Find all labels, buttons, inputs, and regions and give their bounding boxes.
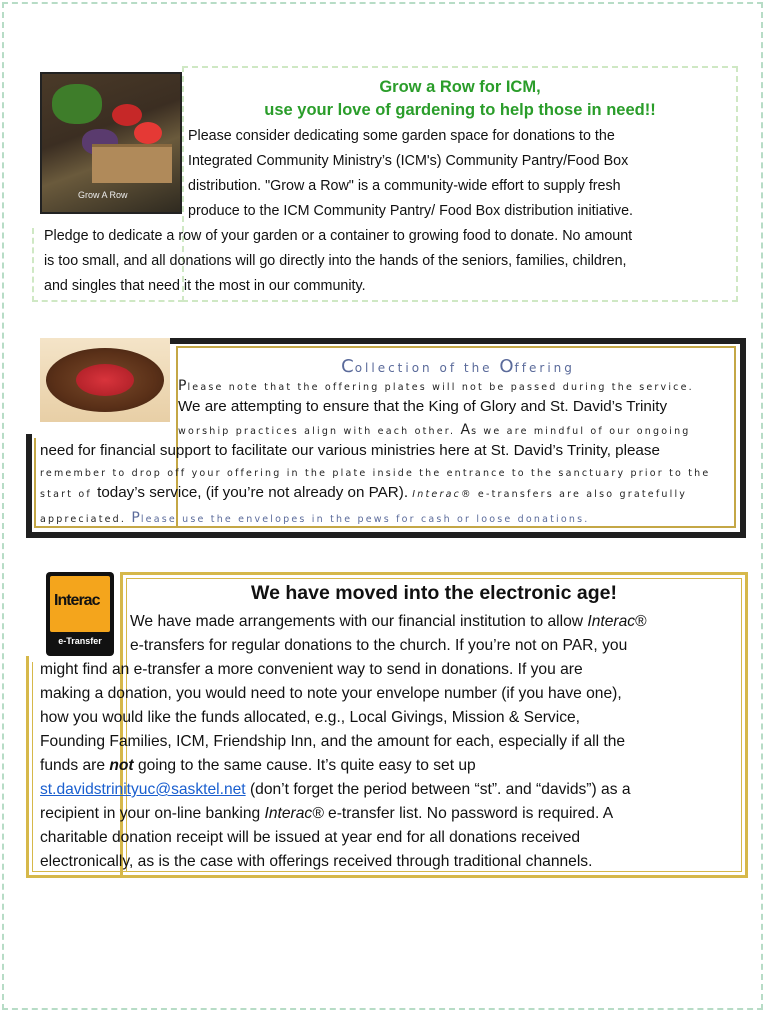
text: Interac® <box>264 805 324 822</box>
body-line: might find an e-transfer a more convenient way to send in donations. If you are <box>40 661 583 678</box>
text: lease note that the offering plates will not be passed during the service. <box>187 382 694 393</box>
etransfer-title: We have moved into the electronic age! <box>251 582 617 604</box>
grow-a-row-image <box>40 72 182 214</box>
interac-logo-word: Interac <box>54 592 100 609</box>
image-caption: Grow A Row <box>78 190 128 200</box>
body-line <box>40 510 590 526</box>
body-line <box>178 378 694 394</box>
body-line: remember to drop off your offering in the plate inside the entrance to the sanctuary prior to the <box>40 468 711 479</box>
title-cap: O <box>499 356 515 377</box>
text: lease use the envelopes in the pews for cash or loose donations. <box>140 514 590 525</box>
title-text: ollection of the <box>354 361 500 375</box>
body-line <box>40 802 613 826</box>
title-cap: C <box>341 356 355 377</box>
title-line: Grow a Row for ICM, <box>379 78 541 96</box>
body-line: is too small, and all donations will go directly into the hands of the seniors, families, children, <box>44 253 627 269</box>
text: funds are <box>40 757 110 774</box>
body-line: making a donation, you would need to note your envelope number (if you have one), <box>40 685 622 702</box>
tomato-shape <box>112 104 142 126</box>
drop-cap: P <box>131 510 141 526</box>
title-line: use your love of gardening to help those in need!! <box>264 101 656 119</box>
body-line: Founding Families, ICM, Friendship Inn, and the amount for each, especially if all the <box>40 733 626 750</box>
body-line <box>40 754 476 778</box>
text: e-transfer list. No password is required. A <box>323 805 614 822</box>
text: going to the same cause. It’s quite easy to set up <box>133 757 476 774</box>
body-line: Integrated Community Ministry’s (ICM's) Community Pantry/Food Box <box>188 153 629 169</box>
plate-felt-shape <box>76 364 134 396</box>
etransfer-section <box>26 572 748 878</box>
text: (don’t forget the period between “st”. and “davids”) as a <box>245 781 631 798</box>
interac-logo-caption: e-Transfer <box>58 636 102 646</box>
text: recipient in your on-line banking <box>40 805 265 822</box>
crate-shape <box>92 144 172 183</box>
interac-logo-top <box>50 576 110 632</box>
drop-cap: P <box>178 378 188 394</box>
body-line: and singles that need it the most in our community. <box>44 278 366 294</box>
interac-logo <box>46 572 114 656</box>
body-line <box>130 610 647 634</box>
text: Interac <box>587 613 636 630</box>
offering-section <box>26 338 746 538</box>
email-link[interactable]: st.davidstrinityuc@sasktel.net <box>40 781 246 798</box>
body-line: e-transfers for regular donations to the church. If you’re not on PAR, you <box>130 637 628 654</box>
text: Interac <box>412 489 462 500</box>
body-line: distribution. "Grow a Row" is a community-wide effort to supply fresh <box>188 178 621 194</box>
grow-a-row-title <box>182 76 738 122</box>
body-line: Please consider dedicating some garden space for donations to the <box>188 128 615 144</box>
body-line: Pledge to dedicate a row of your garden or a container to growing food to donate. No amount <box>44 228 633 244</box>
text: ® <box>635 613 647 630</box>
body-line: produce to the ICM Community Pantry/ Food Box distribution initiative. <box>188 203 633 219</box>
offering-plate-image <box>40 338 170 422</box>
body-line: need for financial support to facilitate our various ministries here at St. David’s Trinity, please <box>40 442 660 459</box>
text: We have made arrangements with our financial institution to allow <box>130 613 588 630</box>
body-line <box>178 422 691 438</box>
text: start of <box>40 489 98 500</box>
emphasis: not <box>109 757 134 774</box>
body-line: how you would like the funds allocated, e.g., Local Givings, Mission & Service, <box>40 709 580 726</box>
text: ® e-transfers are also gratefully <box>461 489 688 500</box>
text: s we are mindful of our ongoing <box>471 426 691 437</box>
body-line: charitable donation receipt will be issued at year end for all donations received <box>40 829 581 846</box>
text: today’s service, (if you’re not already on PAR). <box>97 484 413 501</box>
vegetable-shape <box>52 84 102 124</box>
text: appreciated. <box>40 514 132 525</box>
body-line: electronically, as is the case with offerings received through traditional channels. <box>40 853 593 870</box>
body-line: We are attempting to ensure that the King of Glory and St. David’s Trinity <box>178 398 668 415</box>
grow-a-row-section <box>32 66 738 302</box>
body-line <box>40 484 687 502</box>
tomato-shape <box>134 122 162 144</box>
body-line <box>40 778 631 802</box>
drop-cap: A <box>460 422 472 438</box>
offering-title <box>170 356 746 377</box>
text <box>131 510 590 526</box>
text: worship practices align with each other. <box>178 426 461 437</box>
title-text: ffering <box>514 361 575 375</box>
